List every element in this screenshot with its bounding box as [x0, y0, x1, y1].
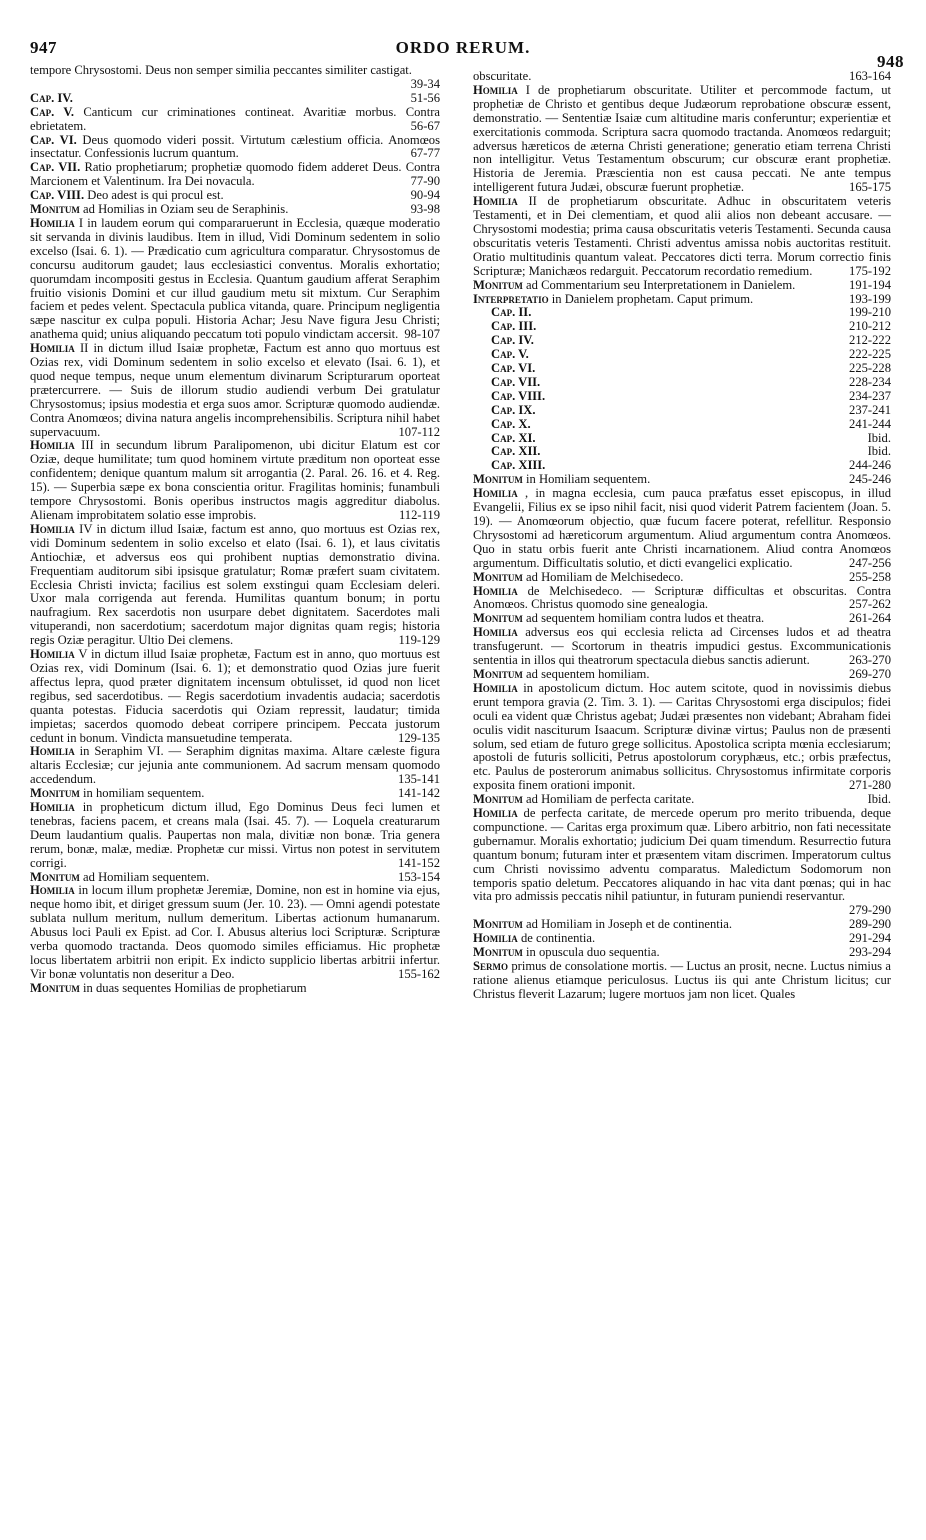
entry-text: ad sequentem homiliam contra ludos et theatra.	[526, 611, 765, 626]
entry-page-range: 165-175	[849, 180, 891, 195]
right-column-entry	[473, 682, 891, 793]
entry-page-range: 263-270	[849, 653, 891, 668]
chapter-page-range: 210-212	[849, 319, 891, 334]
left-column-entry	[30, 64, 440, 92]
entry-page-range: 175-192	[849, 263, 891, 278]
entry-heading: Cap. V.	[30, 104, 74, 119]
chapter-row	[473, 390, 891, 404]
right-column-entry	[473, 84, 891, 195]
chapter-page-range: 237-241	[849, 402, 891, 417]
entry-text: in apostolicum dictum. Hoc autem scitote, quod in novissimis diebus erunt tempora gravia (2. Tim. 3. 1). — Caritas Chrysostomi erga discipulos; fidei oculi ea vident quæ Christus agebat; Judæi præsentes non videbant; Abraham fidei oculis vidit nasciturum Isaacum. Scripturæ divinæ virtus; Paulus non de præsenti solum, sed etiam de futuro grege sollicitus. Apostolica scripta mœnia ecclesiarum; apostoli de futuris solliciti, Petrus apostolorum coryphæus, etc.; orbis præfectus, etc. Paulus de posterorum animabus sollicitus. Chrysostomus infirmitate corporis exposita finem orationi imponit.	[473, 680, 891, 793]
chapter-label: Cap. II.	[491, 305, 532, 320]
entry-page-range: 93-98	[410, 202, 440, 217]
entry-page-range: 112-119	[398, 508, 440, 522]
entry-text: in Seraphim VI. — Seraphim dignitas maxima. Altare cæleste figura altaris Ecclesiæ; cur jejunia ante communionem. Ad sacrum mensam quomodo accedendum.	[30, 744, 440, 787]
entry-text: V in dictum illud Isaiæ prophetæ, Factum est in anno, quo mortuus est Ozias rex, vidi Dominum (Isai. 6. 1); et demonstratio quod Ozias jure fuerit affectus lepra, quod præter dignitatem incensum obtulisset, id quod non licet regibus, sed sacerdotibus. — Regis sacerdotium invadentis audacia; sacerdotis quanta potestas. Fiducia sacerdotis qui Oziam repressit, laudatur; timida impietas; sacerdos quomodo debeat corripere principem. Peccata justorum cedunt in bonum. Vindicta mansuetudine temperata.	[30, 647, 441, 745]
entry-text: obscuritate.	[473, 69, 532, 83]
entry-heading: Cap. IV.	[30, 90, 73, 105]
entry-text: IV in dictum illud Isaiæ, factum est anno, quo mortuus est Ozias rex, vidi Dominum sedentem in solio excelso et elato (Isai. 6. 1), et laus civitatis Antiochiæ, et adversus eos qui prohibent nuptias demonstratio divina. Frequentiam auditorum sibi ipsisque gratulatur; Romæ præfert suam civitatem. Ecclesia Christi invicta; facilius est solem exstingui quam Ecclesiam deleri. Uxor mala corrigenda aut ferenda. Humilitas quantum bonum; in portu naufragium. Rex sacerdotis non usurpare debet dignitatem. Sacerdotes mali vituperandi, non sacerdotium; sacerdotum major dignitas quam regis; historia regis Oziæ peragitur. Ultio Dei clemens.	[30, 521, 440, 648]
left-column-entry	[30, 106, 440, 134]
entry-heading: Monitum	[473, 611, 523, 626]
right-column-bottom-entries	[473, 473, 891, 1001]
chapter-label: Cap. XIII.	[491, 458, 546, 473]
chapter-label: Cap. X.	[491, 416, 531, 431]
entry-heading: Homilia	[30, 800, 75, 815]
entry-page-range: 191-194	[849, 277, 891, 292]
chapter-page-range: 199-210	[849, 305, 891, 320]
entry-heading: Homilia	[30, 521, 75, 536]
entry-text: ad Homiliam de perfecta caritate.	[526, 792, 695, 807]
chapter-page-range: 234-237	[849, 388, 891, 403]
entry-text: ad Homilias in Oziam seu de Seraphinis.	[83, 202, 289, 217]
chapter-page-range: 225-228	[849, 361, 891, 376]
entry-page-range: 291-294	[849, 931, 891, 946]
chapter-row	[473, 432, 891, 446]
entry-text: adversus eos qui ecclesia relicta ad Circenses ludos et ad theatra transfugerunt. — Scortorum in theatris impudici gestus. Excommunicationis sententia in illos qui theatrorum spectacula diebus sanctis adierunt.	[473, 625, 891, 668]
entry-page-range: 141-152	[398, 855, 440, 870]
entry-text: Ratio prophetiarum; prophetiæ quomodo fidem adderet Deus. Contra Marcionem et Valentinum. Ira Dei novacula.	[30, 160, 440, 189]
chapter-row	[473, 334, 891, 348]
entry-heading: Monitum	[30, 202, 80, 217]
entry-text: ad sequentem homiliam.	[526, 666, 650, 681]
entry-text: tempore Chrysostomi. Deus non semper similia peccantes similiter castigat.	[30, 63, 412, 77]
right-column-entry	[473, 793, 891, 807]
entry-page-range: 77-90	[410, 174, 440, 189]
entry-text: in opuscula duo sequentia.	[526, 945, 660, 960]
left-column-entry	[30, 189, 440, 203]
left-column-entry	[30, 884, 440, 981]
left-column-entry	[30, 217, 440, 342]
running-title: ORDO RERUM.	[395, 38, 531, 57]
entry-text: de perfecta caritate, de mercede operum pro merito tribuenda, deque compunctione. — Caritas erga proximum quæ. Libero arbitrio, non fati necessitate gubernamur. Moralis exhortatio; judicium Dei quam timendum. Resurrectio futura quantum bonum; futuram inter et præsentem vitam discrimen. Imperatorum cultus cum Christi novissimo adventu comparatus. Maledictum Sodomorum non temporis spatio deletum. Peccatores aliquando in hac vita dant pœnas; qui in hac vita pro admissis peccatis nihil patiuntur, in futuram puniendi reservantur.	[473, 806, 891, 904]
entry-page-range: 56-67	[410, 118, 440, 133]
left-column-entry	[30, 745, 440, 787]
entry-heading: Homilia	[30, 341, 75, 356]
daniel-chapter-list	[473, 306, 891, 473]
entry-text: II in dictum illud Isaiæ prophetæ, Factum est anno quo mortuus est Ozias rex, vidi Dominum sedentem in solio excelso et elevato (Isai. 6. 1), et quod neque tempus, neque unum elementum divinarum Scripturarum oporteat prætercurrere. — Suis de illorum studio audiendi verbum Dei gratulatur Chrysostomus; ipsius modestia et erga suos amor. Scripturæ quomodo audiendæ. Contra Anomœos; divina natura angelis incomprehensibilis. Scriptura nihil habet supervacuum.	[30, 341, 440, 439]
chapter-label: Cap. VI.	[491, 361, 536, 376]
entry-text: in duas sequentes Homilias de prophetiarum	[83, 980, 307, 995]
right-column-entry	[473, 932, 891, 946]
entry-page-range: Ibid.	[867, 792, 891, 807]
right-column-entry	[473, 293, 891, 307]
entry-text: de Melchisedeco. — Scripturæ difficultas et obscuritas. Contra Anomœos. Christus quomodo sine genealogia.	[473, 583, 891, 612]
entry-heading: Homilia	[473, 806, 518, 821]
chapter-page-range: 241-244	[849, 416, 891, 431]
chapter-page-range: 212-222	[849, 333, 891, 348]
chapter-row	[473, 306, 891, 320]
entry-heading: Interpretatio	[473, 291, 549, 306]
entry-page-range: 269-270	[849, 666, 891, 681]
entry-page-range: 153-154	[398, 869, 440, 884]
entry-page-range: 129-135	[398, 730, 440, 745]
entry-page-range: 107-112	[398, 424, 440, 439]
chapter-label: Cap. III.	[491, 319, 537, 334]
entry-heading: Monitum	[30, 869, 80, 884]
chapter-page-range: 244-246	[849, 458, 891, 473]
entry-page-range: 135-141	[398, 772, 440, 787]
left-page-number: 947	[30, 38, 57, 57]
chapter-row	[473, 362, 891, 376]
entry-text: ad Homiliam de Melchisedeco.	[526, 569, 684, 584]
chapter-label: Cap. IV.	[491, 333, 534, 348]
left-column-entry	[30, 439, 440, 522]
right-column-entry	[473, 626, 891, 668]
entry-heading: Homilia	[30, 647, 75, 662]
chapter-label: Cap. VIII.	[491, 388, 546, 403]
entry-page-range: 67-77	[410, 146, 440, 161]
right-column-entry	[473, 668, 891, 682]
entry-heading: Monitum	[30, 980, 80, 995]
right-column-entry	[473, 279, 891, 293]
entry-heading: Homilia	[473, 680, 518, 695]
chapter-page-range: Ibid.	[867, 430, 891, 445]
chapter-label: Cap. V.	[491, 347, 529, 362]
entry-text: ad Homiliam sequentem.	[83, 869, 210, 884]
entry-page-range: 193-199	[849, 291, 891, 306]
left-column	[30, 64, 440, 996]
chapter-label: Cap. VII.	[491, 374, 541, 389]
entry-heading: Cap. VI.	[30, 132, 77, 147]
chapter-label: Cap. XII.	[491, 444, 541, 459]
entry-page-range: 163-164	[849, 69, 891, 83]
right-column-entry	[473, 473, 891, 487]
chapter-label: Cap. XI.	[491, 430, 536, 445]
entry-text: in Danielem prophetam. Caput primum.	[551, 291, 754, 306]
chapter-page-range: Ibid.	[867, 444, 891, 459]
entry-page-range: 51-56	[410, 90, 440, 105]
entry-heading: Monitum	[473, 666, 523, 681]
entry-page-range: 155-162	[398, 966, 440, 981]
entry-heading: Sermo	[473, 959, 509, 973]
entry-text: I in laudem eorum qui compararuerunt in Ecclesia, quæque moderatio sit servanda in divinis laudibus. Item in illud, Vidi Dominum sedentem in solio excelso (Isai. 6. 1). — Prædicatio cum agricultura comparatur. Chrysostomus de concursu auditorum gaudet; laus ecclesiastici conventus. Moralis exhortatio; quorumdam incompositi gestus in Ecclesia. Quantum gaudium afferat Seraphim fruitio visionis Domini et cur illud gaudium metu sit mixtum. Cur Seraphim faciem et pedes velent. Spectacula publica vitanda, quare. Principum negligentia sæpe nascitur ex culpa populi. Historia Achar; Jesu Nave figura Jesu Christi; anathema quid; unius aliquando peccatum toti populo vindictam accersit.	[30, 215, 440, 342]
chapter-row	[473, 459, 891, 473]
chapter-page-range: 228-234	[849, 374, 891, 389]
entry-page-range: 247-256	[849, 555, 891, 570]
entry-text: ad Commentarium seu Interpretationem in Danielem.	[526, 277, 796, 292]
entry-text: Deus quomodo videri possit. Virtutum cælestium officia. Anomœos insectatur. Confessionis lucrum quantum.	[30, 132, 440, 161]
entry-heading: Homilia	[30, 883, 75, 898]
entry-text: III in secundum librum Paralipomenon, ubi dicitur Elatum est cor Oziæ, deque humilitate; tum quod hominem virtute præditum non oporteat esse confidentem; denique quantum malum sit arrogantia (2. Paral. 26. 16. et 4. Reg. 15). — Superbia sæpe ex bona conscientia oritur. Fragilitas hominis; funambuli tempore Chrysostomi. Bonis operibus instructos magis aggreditur diabolus. Alienam improbitatem solatio esse improbis.	[30, 438, 440, 522]
chapter-row	[473, 445, 891, 459]
entry-page-range: 255-258	[849, 569, 891, 584]
entry-heading: Homilia	[30, 438, 75, 453]
entry-heading: Homilia	[473, 583, 518, 598]
right-column	[473, 70, 891, 1002]
left-column-entry	[30, 787, 440, 801]
left-column-entry	[30, 871, 440, 885]
entry-heading: Cap. VIII.	[30, 188, 85, 203]
entry-page-range: 90-94	[410, 188, 440, 203]
chapter-row	[473, 348, 891, 362]
right-column-entry	[473, 918, 891, 932]
left-column-entry	[30, 982, 440, 996]
entry-page-range: 119-129	[398, 633, 440, 648]
chapter-row	[473, 418, 891, 432]
entry-heading: Homilia	[473, 486, 518, 501]
chapter-page-range: 222-225	[849, 347, 891, 362]
left-column-entry	[30, 92, 440, 106]
entry-page-range: 261-264	[849, 611, 891, 626]
entry-text: Canticum cur criminationes contineat. Avaritiæ morbus. Contra ebrietatem.	[30, 104, 440, 133]
right-column-entry	[473, 807, 891, 918]
entry-text: I de prophetiarum obscuritate. Utiliter et percommode factum, ut prophetiæ de Christo et gentibus deque Judæorum reprobatione obscuræ essent, demonstratio. — Sententiæ Isaiæ cum altitudine maris conferuntur; experientiæ et exercitationis commoda. Scriptura sacra quomodo tractanda. Anomœos redarguit; adversus hæreticos de æterna Christi generatione; generatio etiam terrena Christi non intelligitur. Vetus Testamentum obscurum; cur obscuræ erant prophetiæ. Historia de Jeremia. Præscientia non est causa peccati. Ne ante tempus intelligerent futura Judæi, obscuræ fuerunt prophetiæ.	[473, 82, 891, 195]
entry-heading: Monitum	[473, 945, 523, 960]
chapter-row	[473, 404, 891, 418]
left-column-entry	[30, 342, 440, 439]
entry-heading: Monitum	[30, 786, 80, 801]
chapter-row	[473, 320, 891, 334]
entry-text: in propheticum dictum illud, Ego Dominus Deus feci lumen et tenebras, faciens pacem, et creans mala (Isai. 45. 7). — Loquela creaturarum Deum laudantium qualis. Paupertas non mala, divitiæ non bonæ. Tria genera rerum, bonæ, malæ, mediæ. Prophetæ cur missi. Virtus non potest in servitutem corrigi.	[30, 800, 440, 870]
right-column-entry	[473, 585, 891, 613]
right-column-entry	[473, 946, 891, 960]
left-column-entry	[30, 523, 440, 648]
entry-text: in Homiliam sequentem.	[526, 472, 651, 487]
right-column-entry	[473, 612, 891, 626]
entry-heading: Cap. VII.	[30, 160, 81, 175]
entry-page-range: 289-290	[849, 917, 891, 932]
entry-page-range: 245-246	[849, 472, 891, 487]
entry-page-range: 279-290	[849, 903, 891, 918]
left-column-entry	[30, 203, 440, 217]
entry-heading: Homilia	[473, 625, 518, 640]
entry-text: de continentia.	[520, 931, 596, 946]
entry-heading: Homilia	[473, 82, 518, 97]
entry-page-range: 39-34	[410, 76, 440, 91]
entry-heading: Homilia	[30, 215, 75, 230]
entry-page-range: 257-262	[849, 597, 891, 612]
entry-heading: Monitum	[473, 917, 523, 932]
left-column-entry	[30, 134, 440, 162]
entry-heading: Homilia	[473, 194, 518, 209]
entry-text: primus de consolatione mortis. — Luctus an prosit, necne. Luctus nimius a ratione alienus etiamque periculosus. Luctus iis qui ante Christum licitus; cur Christus fleverit Lazarum; lugere mortuos jam non licet. Quales	[473, 959, 891, 1001]
entry-text: , in magna ecclesia, cum pauca præfatus esset episcopus, in illud Evangelii, Filius ex se ipso nihil facit, nisi quod viderit Patrem facientem (Joan. 5. 19). — Anomœorum objectio, quæ fucum facere poterat, refellitur. Responsio Chrysostomi ad hæreticorum argumentum. Aliud argumentum contra Anomœos. Quo in statu orbis fuerit ante Christi incarnationem. Aliud contra Anomœos argumentum. Difficultatis solutio, et dicti evangelici explicatio.	[473, 486, 892, 570]
entry-page-range: 141-142	[398, 786, 440, 801]
entry-page-range: 98-107	[404, 327, 440, 342]
entry-text: ad Homiliam in Joseph et de continentia.	[526, 917, 733, 932]
entry-text: in homiliam sequentem.	[83, 786, 205, 801]
left-column-entry	[30, 161, 440, 189]
right-page-number: 948	[877, 52, 904, 71]
entry-heading: Monitum	[473, 792, 523, 807]
entry-page-range: 293-294	[849, 945, 891, 960]
entry-heading: Monitum	[473, 277, 523, 292]
chapter-label: Cap. IX.	[491, 402, 536, 417]
left-column-entry	[30, 801, 440, 871]
entry-heading: Monitum	[473, 569, 523, 584]
right-column-entry	[473, 960, 891, 1002]
right-column-entry	[473, 195, 891, 278]
entry-text: Deo adest is qui procul est.	[87, 188, 224, 203]
right-column-entry	[473, 70, 891, 84]
left-column-entry	[30, 648, 440, 745]
entry-heading: Homilia	[473, 931, 518, 946]
right-column-top-entries	[473, 70, 891, 306]
right-column-entry	[473, 487, 891, 570]
entry-text: II de prophetiarum obscuritate. Adhuc in obscuritatem veteris Testamenti, et in Dei clementiam, et quod alii alios non debeant accusare. — Chrysostomi modestia; prima causa obscuritatis veteris Testamenti. Secunda causa obscuritatis veteris Testamenti. Christi adventus amissa nobis auctoritas restituit. Oratio multitudinis quantum valeat. Peccatores dicti terra. Morum correctio finis Scripturæ; Manichæos redarguit. Peccatorum recordatio remedium.	[473, 194, 891, 278]
entry-heading: Homilia	[30, 744, 75, 759]
chapter-row	[473, 376, 891, 390]
entry-text: in locum illum prophetæ Jeremiæ, Domine, non est in homine via ejus, neque homo ibit, et diriget gressum suum (Jer. 10. 23). — Omni agendi potestate sublata nullum meritum, nullum demeritum. Libertas actionum humanarum. Abusus loci Pauli ex Epist. ad Cor. I. Abusus alterius loci Scripturæ. Scripturæ verba quomodo tractanda. Deos quomodo similes efficiamus. Hic prophetæ locus libertatem arbitrii non eripit. Ex indicto supplicio libertas arbitrii infertur. Vir bonæ voluntatis non deseritur a Deo.	[30, 883, 440, 981]
entry-page-range: 271-280	[849, 778, 891, 793]
right-column-entry	[473, 571, 891, 585]
entry-heading: Monitum	[473, 472, 523, 487]
